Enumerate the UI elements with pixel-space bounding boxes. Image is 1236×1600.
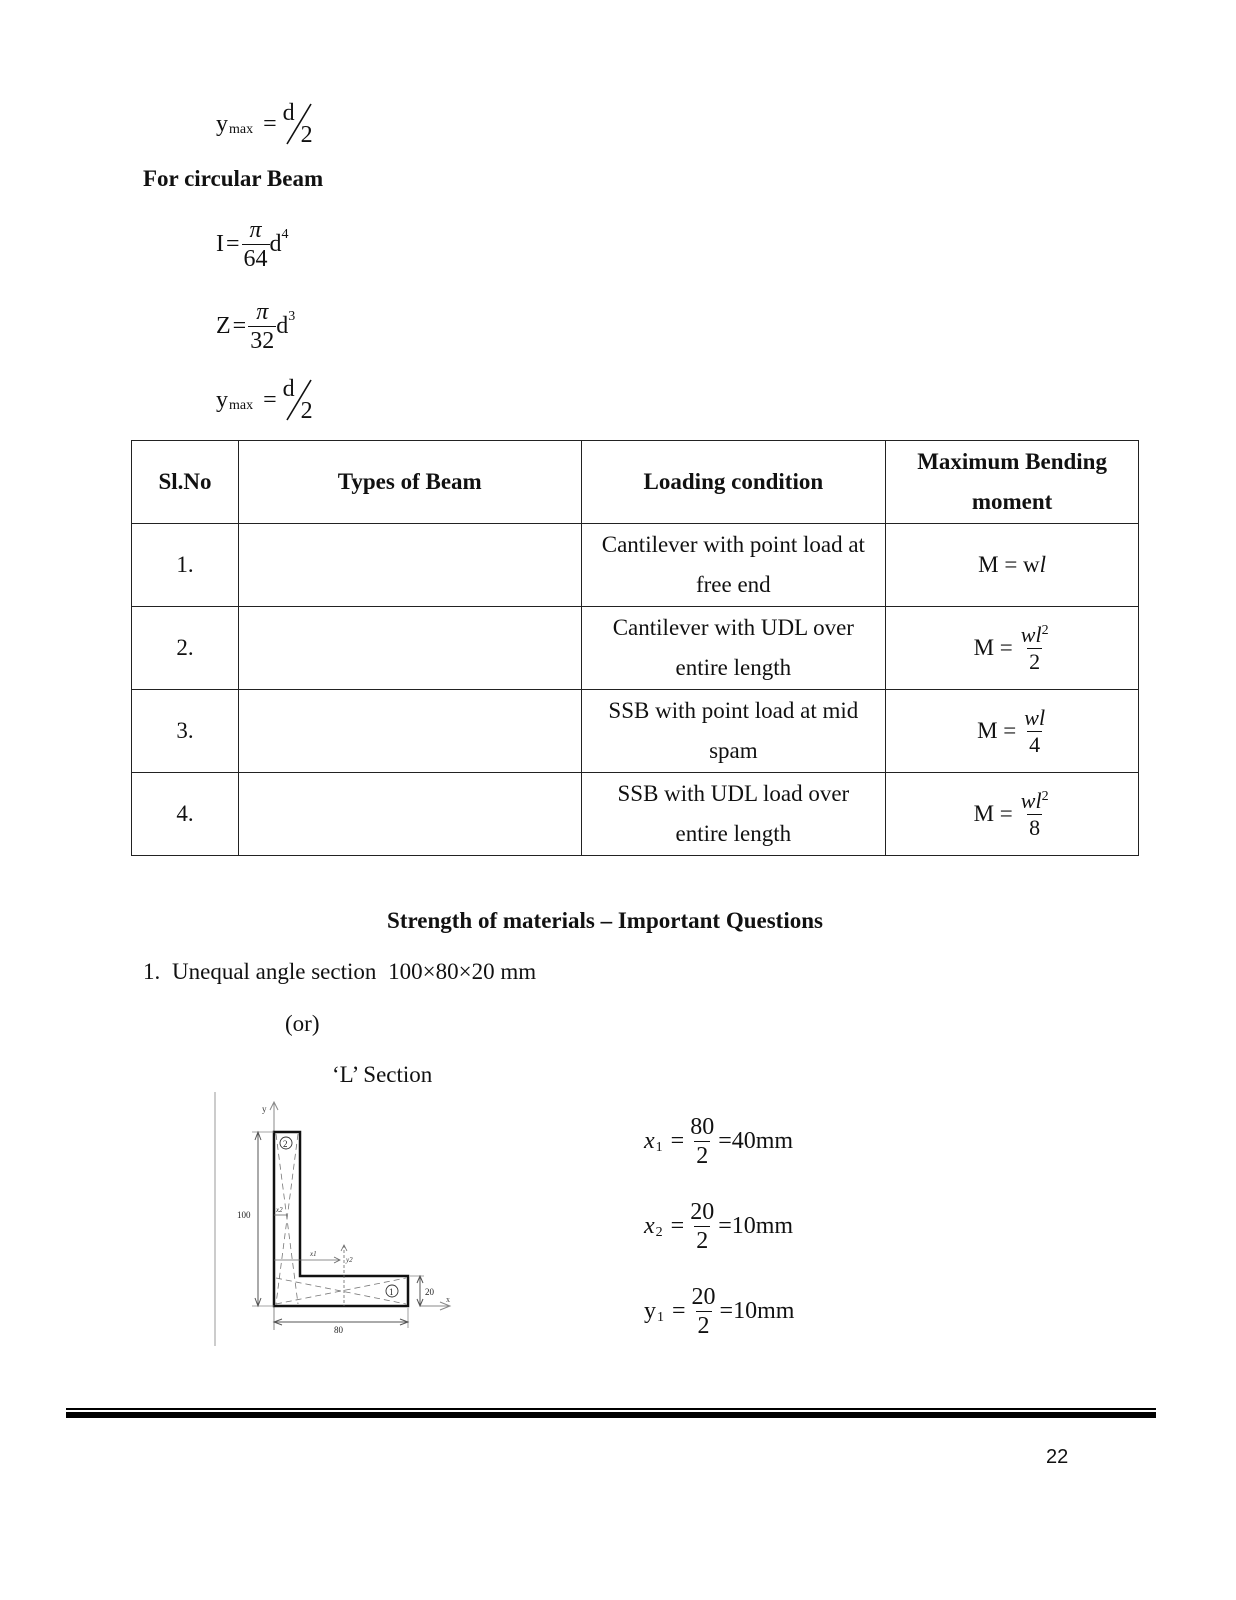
header-loading-condition: Loading condition: [581, 441, 886, 524]
l-section-diagram: [210, 1090, 470, 1350]
cell-type: [238, 690, 581, 773]
circular-beam-heading: For circular Beam: [143, 166, 324, 191]
page-number: 22: [1046, 1446, 1069, 1468]
footer-rule-thick: [66, 1412, 1156, 1418]
table-header-row: [132, 441, 1139, 524]
cell-type: [238, 773, 581, 856]
cell-moment: M = $\frac{wl}{4}$: [886, 690, 1139, 773]
x1-label: x1: [310, 1250, 317, 1258]
fraction: $\frac{\pi}{32}$: [250, 299, 275, 354]
slash-fraction: d 2: [282, 376, 313, 424]
table-row: [132, 607, 1139, 690]
ymax-formula-circular: y max = d 2: [216, 376, 317, 424]
cell-sl: 1.: [132, 524, 239, 607]
cell-moment: M = w l: [886, 524, 1139, 607]
question-1: 1. Unequal angle section 100×80×20 mm: [143, 959, 537, 984]
header-types-of-beam: Types of Beam: [238, 441, 581, 524]
fraction: $\frac{\pi}{64}$: [243, 217, 268, 272]
calc-x1: x 1 = $\frac{80}{2}$ =40mm: [644, 1114, 794, 1169]
header-max-bending-moment: Maximum Bending moment: [886, 441, 1139, 524]
section-modulus-formula: Z = $\frac{\pi}{32}$ d 3: [216, 299, 296, 354]
axis-y-label: y: [262, 1104, 267, 1114]
table-row: [132, 690, 1139, 773]
header-sl-no: Sl.No: [132, 441, 239, 524]
cell-loading: SSB with UDL load over entire length: [581, 773, 886, 856]
cell-type: [238, 524, 581, 607]
moment-of-inertia-formula: I = $\frac{\pi}{64}$ d 4: [216, 217, 289, 272]
cell-loading: Cantilever with point load at free end: [581, 524, 886, 607]
table-row: [132, 524, 1139, 607]
cell-moment: M = $\frac{wl^2}{8}$: [886, 773, 1139, 856]
y2-label: y2: [346, 1256, 353, 1264]
dim-20-label: 20: [425, 1287, 434, 1297]
cell-sl: 3.: [132, 690, 239, 773]
part-2-label: 2: [283, 1139, 288, 1149]
cell-type: [238, 607, 581, 690]
ymax-formula-top: y max = d 2: [216, 100, 317, 148]
l-section-label: ‘L’ Section: [332, 1062, 433, 1087]
calc-y1: y 1 = $\frac{20}{2}$ =10mm: [644, 1284, 795, 1339]
x2-label: x2: [276, 1206, 283, 1214]
section-title: Strength of materials – Important Questions: [387, 908, 823, 933]
cell-loading: Cantilever with UDL over entire length: [581, 607, 886, 690]
footer-rule-thin: [66, 1408, 1156, 1410]
bending-moment-table: [131, 440, 1139, 856]
cell-moment: M = $\frac{wl^2}{2}$: [886, 607, 1139, 690]
cell-sl: 2.: [132, 607, 239, 690]
table-row: [132, 773, 1139, 856]
l-shape-outline: [274, 1132, 408, 1306]
cell-loading: SSB with point load at mid spam: [581, 690, 886, 773]
part-1-label: 1: [389, 1287, 394, 1297]
cell-sl: 4.: [132, 773, 239, 856]
dim-80-label: 80: [334, 1325, 343, 1335]
calc-x2: x 2 = $\frac{20}{2}$ =10mm: [644, 1199, 794, 1254]
slash-fraction: d 2: [282, 100, 313, 148]
axis-x-label: x: [446, 1295, 450, 1304]
or-text: (or): [285, 1011, 320, 1036]
dim-100-label: 100: [237, 1210, 251, 1220]
